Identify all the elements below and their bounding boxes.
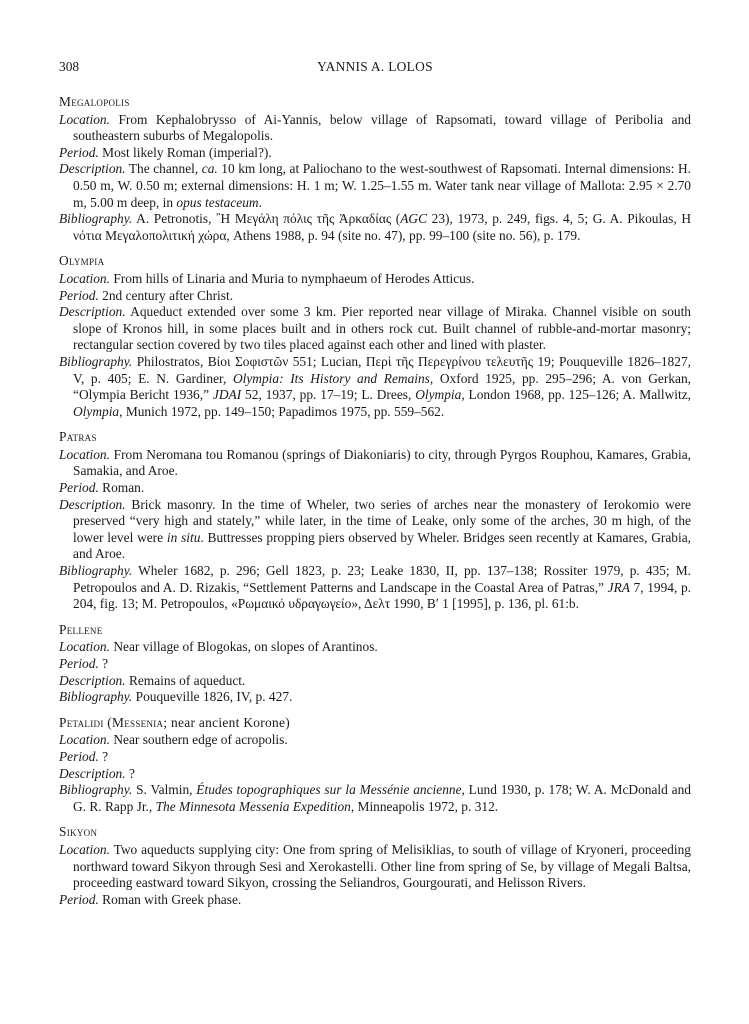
site-entry-sikyon: [59, 824, 691, 908]
description-text: .: [258, 194, 262, 210]
bibliography-label: Bibliography.: [59, 563, 133, 579]
period-entry: [59, 656, 691, 673]
location-text: From hills of Linaria and Muria to nymphaeum of Herodes Atticus.: [113, 270, 475, 286]
page-body: [59, 94, 691, 908]
location-text: From Neromana tou Romanou (springs of Diakoniaris) to city, through Pyrgos Rouphou, Kamares, Grabia, Samakia, and Aroe.: [73, 446, 691, 479]
location-text: Near southern edge of acropolis.: [113, 732, 288, 748]
period-entry: [59, 892, 691, 909]
description-label: Description.: [59, 161, 126, 177]
site-title: Megalopolis: [59, 94, 130, 109]
bibliography-text: A. Petronotis, ῍Η Μεγάλη πόλις τῆς Ἀρκαδίας (: [136, 211, 401, 227]
description-text: Aqueduct extended over some 3 km. Pier reported near village of Miraka. Channel visible on south slope of Kronos hill, in some places built and in others rock cut. Built channel of rubble-and-mortar masonry; rectangular section covered by two tiles placed against each other and lined with plaster.: [73, 304, 692, 353]
period-label: Period.: [59, 144, 99, 160]
location-label: Location.: [59, 732, 110, 748]
description-text: The channel,: [128, 161, 199, 177]
site-title-region: Messenia: [112, 714, 164, 730]
bibliography-text: , Lund 1930, p. 178; W. A. McDonald and G. R. Rapp Jr.,: [73, 782, 691, 814]
period-label: Period.: [59, 656, 99, 671]
description-label: Description.: [59, 304, 126, 320]
page-number: 308: [59, 59, 80, 74]
bibliography-text: , London 1968, pp. 125–126; A. Mallwitz,: [461, 387, 691, 403]
bibliography-entry: [59, 782, 691, 815]
bibliography-italic: Olympia: [73, 403, 120, 419]
description-text: Remains of aqueduct.: [128, 672, 246, 688]
bibliography-entry: [59, 689, 691, 706]
location-entry: [59, 112, 691, 145]
bibliography-text: S. Valmin,: [136, 782, 193, 798]
description-text: 10 km long, at Paliochano to the west-southwest of Rapsomati. Internal dimensions: H. 0.50 m, W. 0.50 m; external dimensions: H. 1 m; W. 1.25–1.55 m. Water tank near village of Mallota: 2.95 × 2.70 m, 5.00 m deep, in: [73, 161, 691, 210]
bibliography-label: Bibliography.: [59, 689, 133, 705]
bibliography-italic: Olympia: Its History and Remains: [232, 370, 430, 386]
description-entry: [59, 673, 691, 690]
site-entry-olympia: [59, 253, 691, 420]
bibliography-label: Bibliography.: [59, 211, 133, 227]
bibliography-text: 52, 1937, pp. 17–19; L. Drees,: [241, 387, 412, 403]
location-label: Location.: [59, 446, 110, 462]
site-title: [59, 715, 691, 732]
bibliography-text: 23), 1973, p. 249, figs. 4, 5; G. A. Pikoulas, Η νότια Μεγαλοπολιτική χώρα, Athens 1988, p. 94 (site no. 47), pp. 99–100 (site no. 56), p. 179.: [73, 211, 691, 243]
site-title: Patras: [59, 429, 97, 445]
location-entry: [59, 447, 691, 480]
running-head-author: YANNIS A. LOLOS: [317, 59, 433, 74]
period-entry: [59, 145, 691, 162]
bibliography-italic: JRA: [607, 579, 630, 595]
location-entry: [59, 639, 691, 656]
description-text: . Buttresses propping piers observed by Wheler. Bridges seen recently at Kamares, Grabia, and Aroe.: [73, 529, 691, 562]
site-entry-patras: [59, 429, 691, 613]
period-label: Period.: [59, 480, 99, 496]
running-header: [59, 59, 691, 77]
bibliography-text: Pouqueville 1826, IV, p. 427.: [135, 689, 293, 705]
location-text: Two aqueducts supplying city: One from spring of Melisiklias, to south of village of Kryoneri, proceeding northward toward Sikyon through Sesi and Xerokastelli. Other line from spring of Se, by village of Megali Baltsa, proceeding eastward toward Sikyon, crossing the Seliandros, Gourgourati, and Helisson Rivers.: [73, 841, 691, 891]
description-entry: [59, 766, 691, 783]
site-title-rest: ; near ancient Korone): [163, 714, 291, 730]
site-title: Pellene: [59, 621, 103, 637]
description-entry: [59, 304, 691, 354]
bibliography-label: Bibliography.: [59, 782, 133, 798]
period-label: Period.: [59, 287, 99, 303]
description-text: Brick masonry. In the time of Wheler, two series of arches near the monastery of Ierokomio were preserved “very high and stately,” while later, in the time of Leake, only some of the arches, 30 m high, of the lower level were: [73, 496, 691, 545]
location-label: Location.: [59, 639, 110, 655]
location-text: Near village of Blogokas, on slopes of Arantinos.: [113, 639, 378, 655]
bibliography-label: Bibliography.: [59, 353, 133, 369]
site-entry-megalopolis: [59, 94, 691, 244]
description-entry: [59, 497, 691, 563]
period-text: Roman.: [102, 480, 145, 496]
bibliography-text: 7, 1994, p. 204, fig. 13; M. Petropoulos, «Ρωμαικό υδραγωγείο», Δελτ 1990, Βʹ 1 [1995], p. 136, pl. 61:b.: [73, 579, 691, 612]
period-label: Period.: [59, 891, 99, 907]
bibliography-text: , Minneapolis 1972, p. 312.: [350, 798, 499, 814]
bibliography-text: Philostratos, Βίοι Σοφιστῶν 551; Lucian, Περὶ τῆς Περεγρίνου τελευτῆς 19; Pouqueville 1826–1827, V, p. 405; E. N. Gardiner,: [73, 353, 691, 386]
period-text: Most likely Roman (imperial?).: [102, 144, 272, 160]
site-title: Olympia: [59, 253, 105, 269]
period-text: ?: [102, 656, 109, 671]
location-entry: [59, 842, 691, 892]
location-label: Location.: [59, 841, 110, 857]
bibliography-text: Wheler 1682, p. 296; Gell 1823, p. 23; Leake 1830, II, pp. 137–138; Rossiter 1979, p. 435; M. Petropoulos and A. D. Rizakis, “Settlement Patterns and Landscape in the Coastal Area of Patras,”: [73, 563, 691, 595]
bibliography-text: , Oxford 1925, pp. 295–296; A. von Gerkan, “Olympia Bericht 1936,”: [73, 370, 691, 403]
site-title: Sikyon: [59, 824, 98, 840]
bibliography-entry: [59, 563, 691, 613]
period-entry: [59, 749, 691, 766]
bibliography-italic: Olympia: [415, 387, 462, 403]
bibliography-italic: The Minnesota Messenia Expedition: [155, 798, 351, 814]
location-entry: [59, 732, 691, 749]
site-entry-petalidi: [59, 715, 691, 816]
location-label: Location.: [59, 270, 110, 286]
description-entry: [59, 161, 691, 211]
period-entry: [59, 288, 691, 305]
bibliography-italic: AGC: [400, 211, 428, 227]
period-text: ?: [102, 748, 109, 764]
location-entry: [59, 271, 691, 288]
bibliography-entry: [59, 354, 691, 420]
period-label: Period.: [59, 748, 99, 764]
description-label: Description.: [59, 496, 126, 512]
bibliography-italic: JDAI: [212, 387, 242, 403]
site-title-paren: (: [103, 714, 113, 730]
bibliography-entry: [59, 211, 691, 244]
period-entry: [59, 480, 691, 497]
description-label: Description.: [59, 672, 126, 688]
period-text: 2nd century after Christ.: [102, 287, 234, 303]
description-text: ?: [128, 765, 135, 781]
period-text: Roman with Greek phase.: [102, 891, 242, 907]
site-title-name: Petalidi: [59, 714, 104, 730]
location-label: Location.: [59, 111, 110, 127]
bibliography-text: , Munich 1972, pp. 149–150; Papadimos 1975, pp. 559–562.: [119, 403, 445, 419]
description-italic: in situ: [166, 529, 201, 545]
site-entry-pellene: [59, 622, 691, 706]
description-italic: opus testaceum: [176, 194, 259, 210]
bibliography-italic: Études topographiques sur la Messénie ancienne: [196, 782, 462, 798]
location-text: From Kephalobrysso of Ai-Yannis, below village of Rapsomati, toward village of Peribolia and southeastern suburbs of Megalopolis.: [73, 111, 691, 144]
description-label: Description.: [59, 765, 126, 781]
description-italic: ca.: [201, 161, 218, 177]
